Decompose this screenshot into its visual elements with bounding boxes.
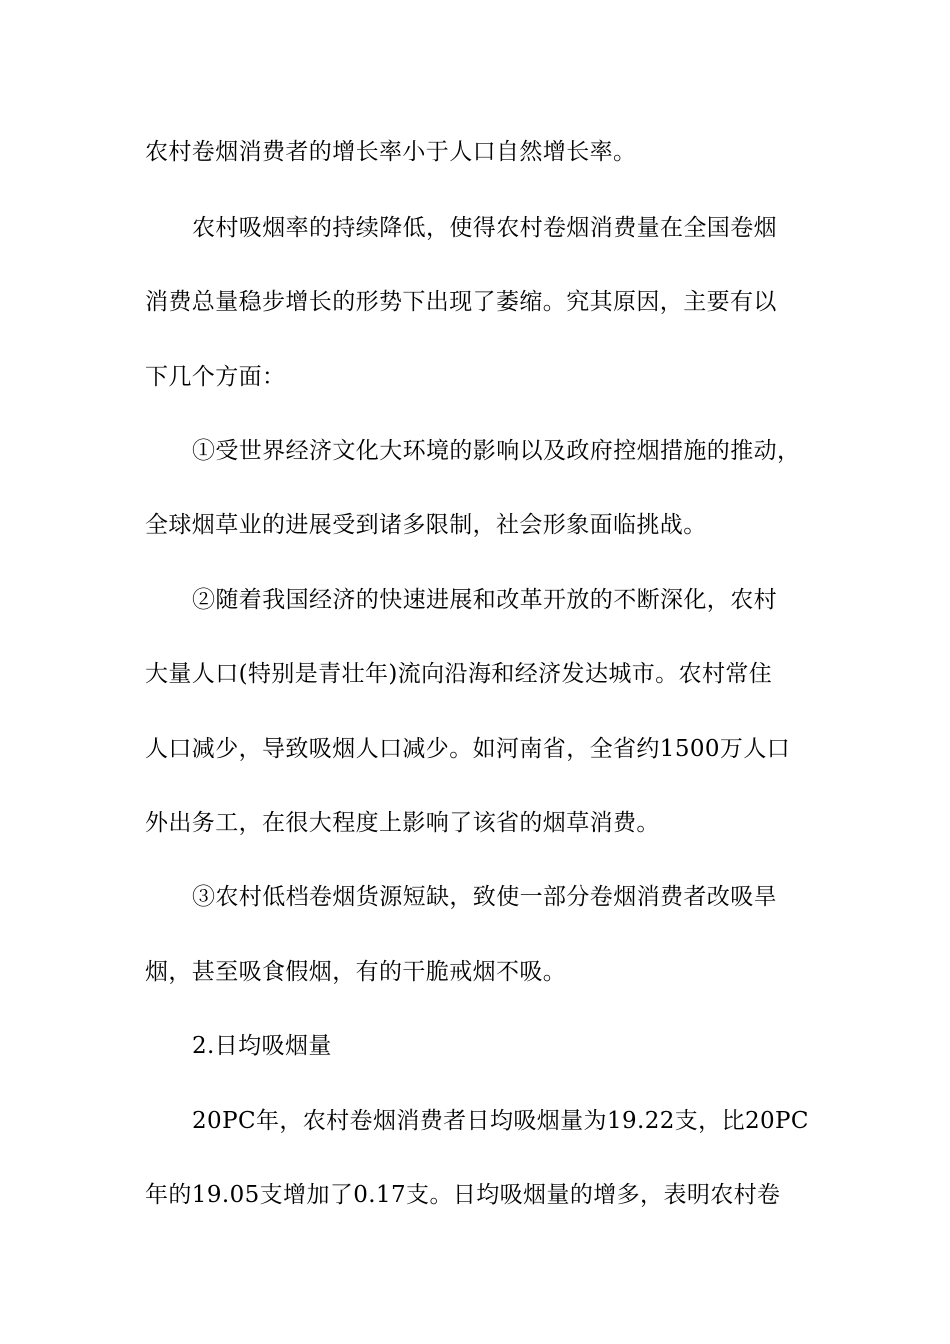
text-line-6: 全球烟草业的进展受到诸多限制，社会形象面临挑战。	[145, 512, 707, 538]
text-line-8: 大量人口(特别是青壮年)流向沿海和经济发达城市。农村常住	[145, 661, 773, 687]
text-line-14: 20PC年，农村卷烟消费者日均吸烟量为19.22支，比20PC	[192, 1108, 809, 1134]
text-line-7: ②随着我国经济的快速进展和改革开放的不断深化，农村	[192, 587, 777, 613]
text-line-2: 农村吸烟率的持续降低，使得农村卷烟消费量在全国卷烟	[192, 215, 777, 241]
text-line-3: 消费总量稳步增长的形势下出现了萎缩。究其原因，主要有以	[145, 289, 777, 315]
text-line-10: 外出务工，在很大程度上影响了该省的烟草消费。	[145, 810, 660, 836]
text-line-1: 农村卷烟消费者的增长率小于人口自然增长率。	[145, 139, 637, 165]
text-line-11: ③农村低档卷烟货源短缺，致使一部分卷烟消费者改吸旱	[192, 884, 777, 910]
section-heading: 2.日均吸烟量	[192, 1033, 332, 1059]
text-line-4: 下几个方面：	[145, 364, 286, 390]
text-line-15: 年的19.05支增加了0.17支。日均吸烟量的增多，表明农村卷	[145, 1182, 781, 1208]
text-line-9: 人口减少，导致吸烟人口减少。如河南省，全省约1500万人口	[145, 736, 791, 762]
text-line-12: 烟，甚至吸食假烟，有的干脆戒烟不吸。	[145, 959, 567, 985]
text-line-5: ①受世界经济文化大环境的影响以及政府控烟措施的推动，	[192, 438, 801, 464]
